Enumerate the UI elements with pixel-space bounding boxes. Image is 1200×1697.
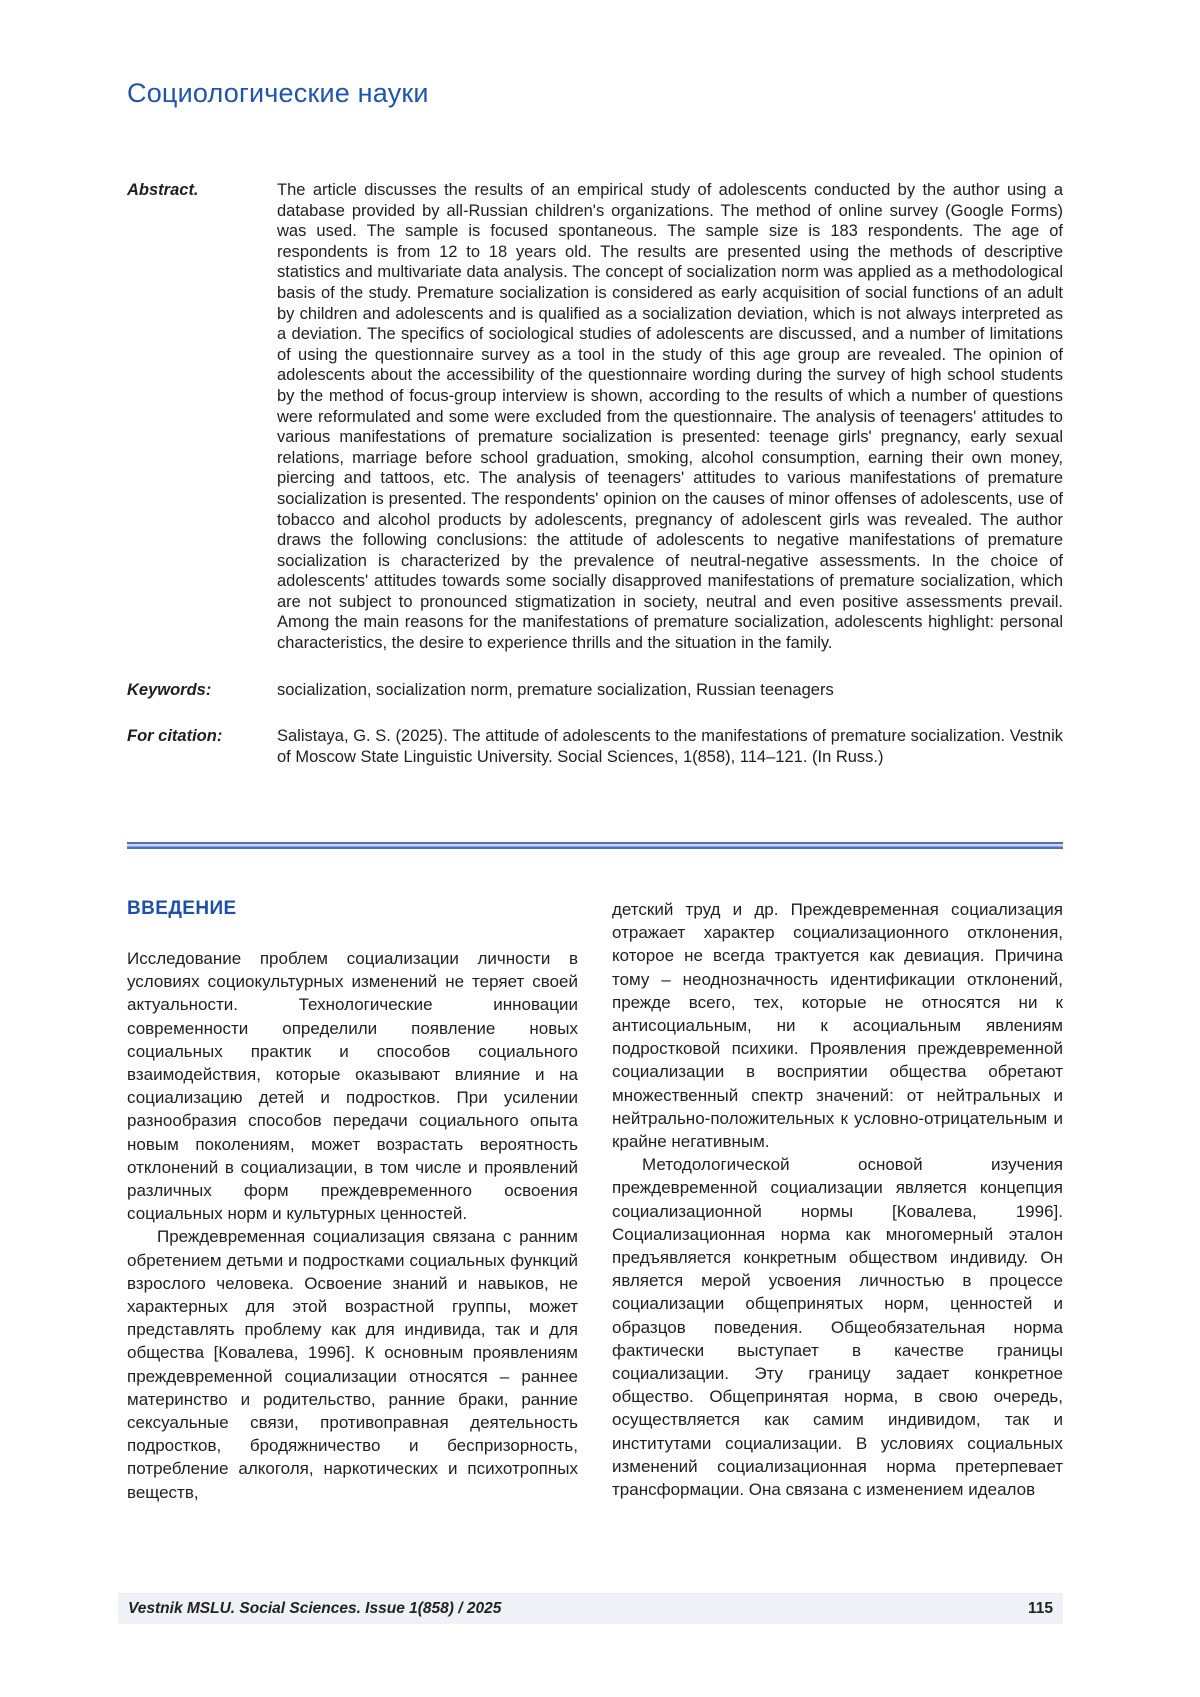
page-title: Социологические науки — [127, 78, 429, 108]
keywords-label: Keywords: — [127, 680, 212, 699]
paragraph: Преждевременная социализация связана с ранним обретением детьми и подростками социальных функций взрослого человека. Освоение знаний и навыков, не характерных для этой возрастной группы, может представлять проблему как для индивида, так и для общества [Ковалева, 1996]. К основным проявлениям преждевременной социализации относятся – раннее материнство и родительство, ранние браки, ранние сексуальные связи, противоправная деятельность подростков, бродяжничество и беспризорность, потребление алкоголя, наркотических и психотропных веществ, — [127, 1227, 578, 1502]
footer-page-number: 115 — [1027, 1599, 1053, 1617]
keywords-row — [127, 680, 1063, 701]
paragraph: детский труд и др. Преждевременная социализация отражает характер социализационного отклонения, которое не всегда трактуется как девиация. Причина тому – неоднозначность идентификации отклонений, прежде всего, тех, которые не относятся ни к антисоциальным, ни к асоциальным явлениям подростковой психики. Проявления преждевременной социализации в восприятии общества обретают множественный спектр значений: от нейтральных и нейтрально-положительных к условно-отрицательным и крайне негативным. — [612, 900, 1063, 1152]
abstract-label: Abstract. — [127, 181, 199, 199]
abstract-text: The article discusses the results of an empirical study of adolescents conducted by the author using a database provided by all-Russian children's organizations. The method of online survey (Google Forms) was used. The sample is focused spontaneous. The sample size is 183 respondents. The age of respondents is from 12 to 18 years old. The results are presented using the methods of descriptive statistics and multivariate data analysis. The concept of socialization norm was applied as a methodological basis of the study. Premature socialization is considered as early acquisition of social functions of an adult by children and adolescents and is qualified as a socialization deviation, which is not always interpreted as a deviation. The specifics of sociological studies of adolescents are discussed, and a number of limitations of using the questionnaire survey as a tool in the study of this age group are revealed. The opinion of adolescents about the accessibility of the questionnaire wording during the survey of high school students by the method of focus-group interview is shown, according to the results of which a number of questions were reformulated and some were excluded from the questionnaire. The analysis of teenagers' attitudes to various manifestations of premature socialization is presented: teenage girls' pregnancy, early sexual relations, marriage before school graduation, smoking, alcohol consumption, earning their own money, piercing and tattoos, etc. The analysis of teenagers' attitudes to various manifestations of premature socialization is presented. The respondents' opinion on the causes of minor offenses of adolescents, use of tobacco and alcohol products by adolescents, pregnancy of adolescent girls was revealed. The author draws the following conclusions: the attitude of adolescents to negative manifestations of premature socialization is characterized by the prevalence of neutral-negative assessments. In the choice of adolescents' attitudes towards some socially disapproved manifestations of premature socialization, which are not subject to pronounced stigmatization in society, neutral and even positive assessments prevail. Among the main reasons for the manifestations of premature socialization, adolescents highlight: personal characteristics, the desire to experience thrills and the situation in the family. — [277, 181, 1063, 653]
citation-label: For citation: — [127, 727, 223, 746]
right-column — [612, 898, 1063, 1504]
page-footer — [118, 1593, 1063, 1624]
keywords-text: socialization, socialization norm, premature socialization, Russian teenagers — [277, 680, 834, 699]
article-body — [127, 898, 1063, 1504]
left-column — [127, 898, 578, 1504]
article-meta — [127, 180, 1063, 793]
paragraph: Исследование проблем социализации личности в условиях социокультурных изменений не теряет своей актуальности. Технологические инновации современности определили появление новых социальных практик и способов социального взаимодействия, которые оказывают влияние и на социализацию детей и подростков. При усилении разнообразия способов передачи социального опыта новым поколениям, может возрастать вероятность отклонений в социализации, в том числе и проявлений различных форм преждевременного освоения социальных норм и культурных ценностей. — [127, 949, 578, 1224]
introduction-heading: ВВЕДЕНИЕ — [127, 898, 237, 919]
footer-journal-title: Vestnik MSLU. Social Sciences. Issue 1(858) / 2025 — [128, 1599, 502, 1617]
citation-text: Salistaya, G. S. (2025). The attitude of adolescents to the manifestations of premature socialization. Vestnik of Moscow State Linguistic University. Social Sciences, 1(858), 114–121. (In Russ.) — [277, 727, 1063, 766]
section-divider — [127, 842, 1063, 849]
paragraph: Методологической основой изучения преждевременной социализации является концепция социализационной нормы [Ковалева, 1996]. Социализационная норма как многомерный эталон предъявляется конкретным обществом индивиду. Он является мерой усвоения личностью в процессе социализации общепринятых норм, ценностей и образцов поведения. Общеобязательная норма фактически выступает в качестве границы социализации. Эту границу задает конкретное общество. Общепринятая норма, в свою очередь, осуществляется как самим индивидом, так и институтами социализации. В условиях социальных изменений социализационная норма претерпевает трансформации. Она связана с изменением идеалов — [612, 1155, 1063, 1500]
abstract-row — [127, 180, 1063, 654]
citation-row — [127, 726, 1063, 767]
